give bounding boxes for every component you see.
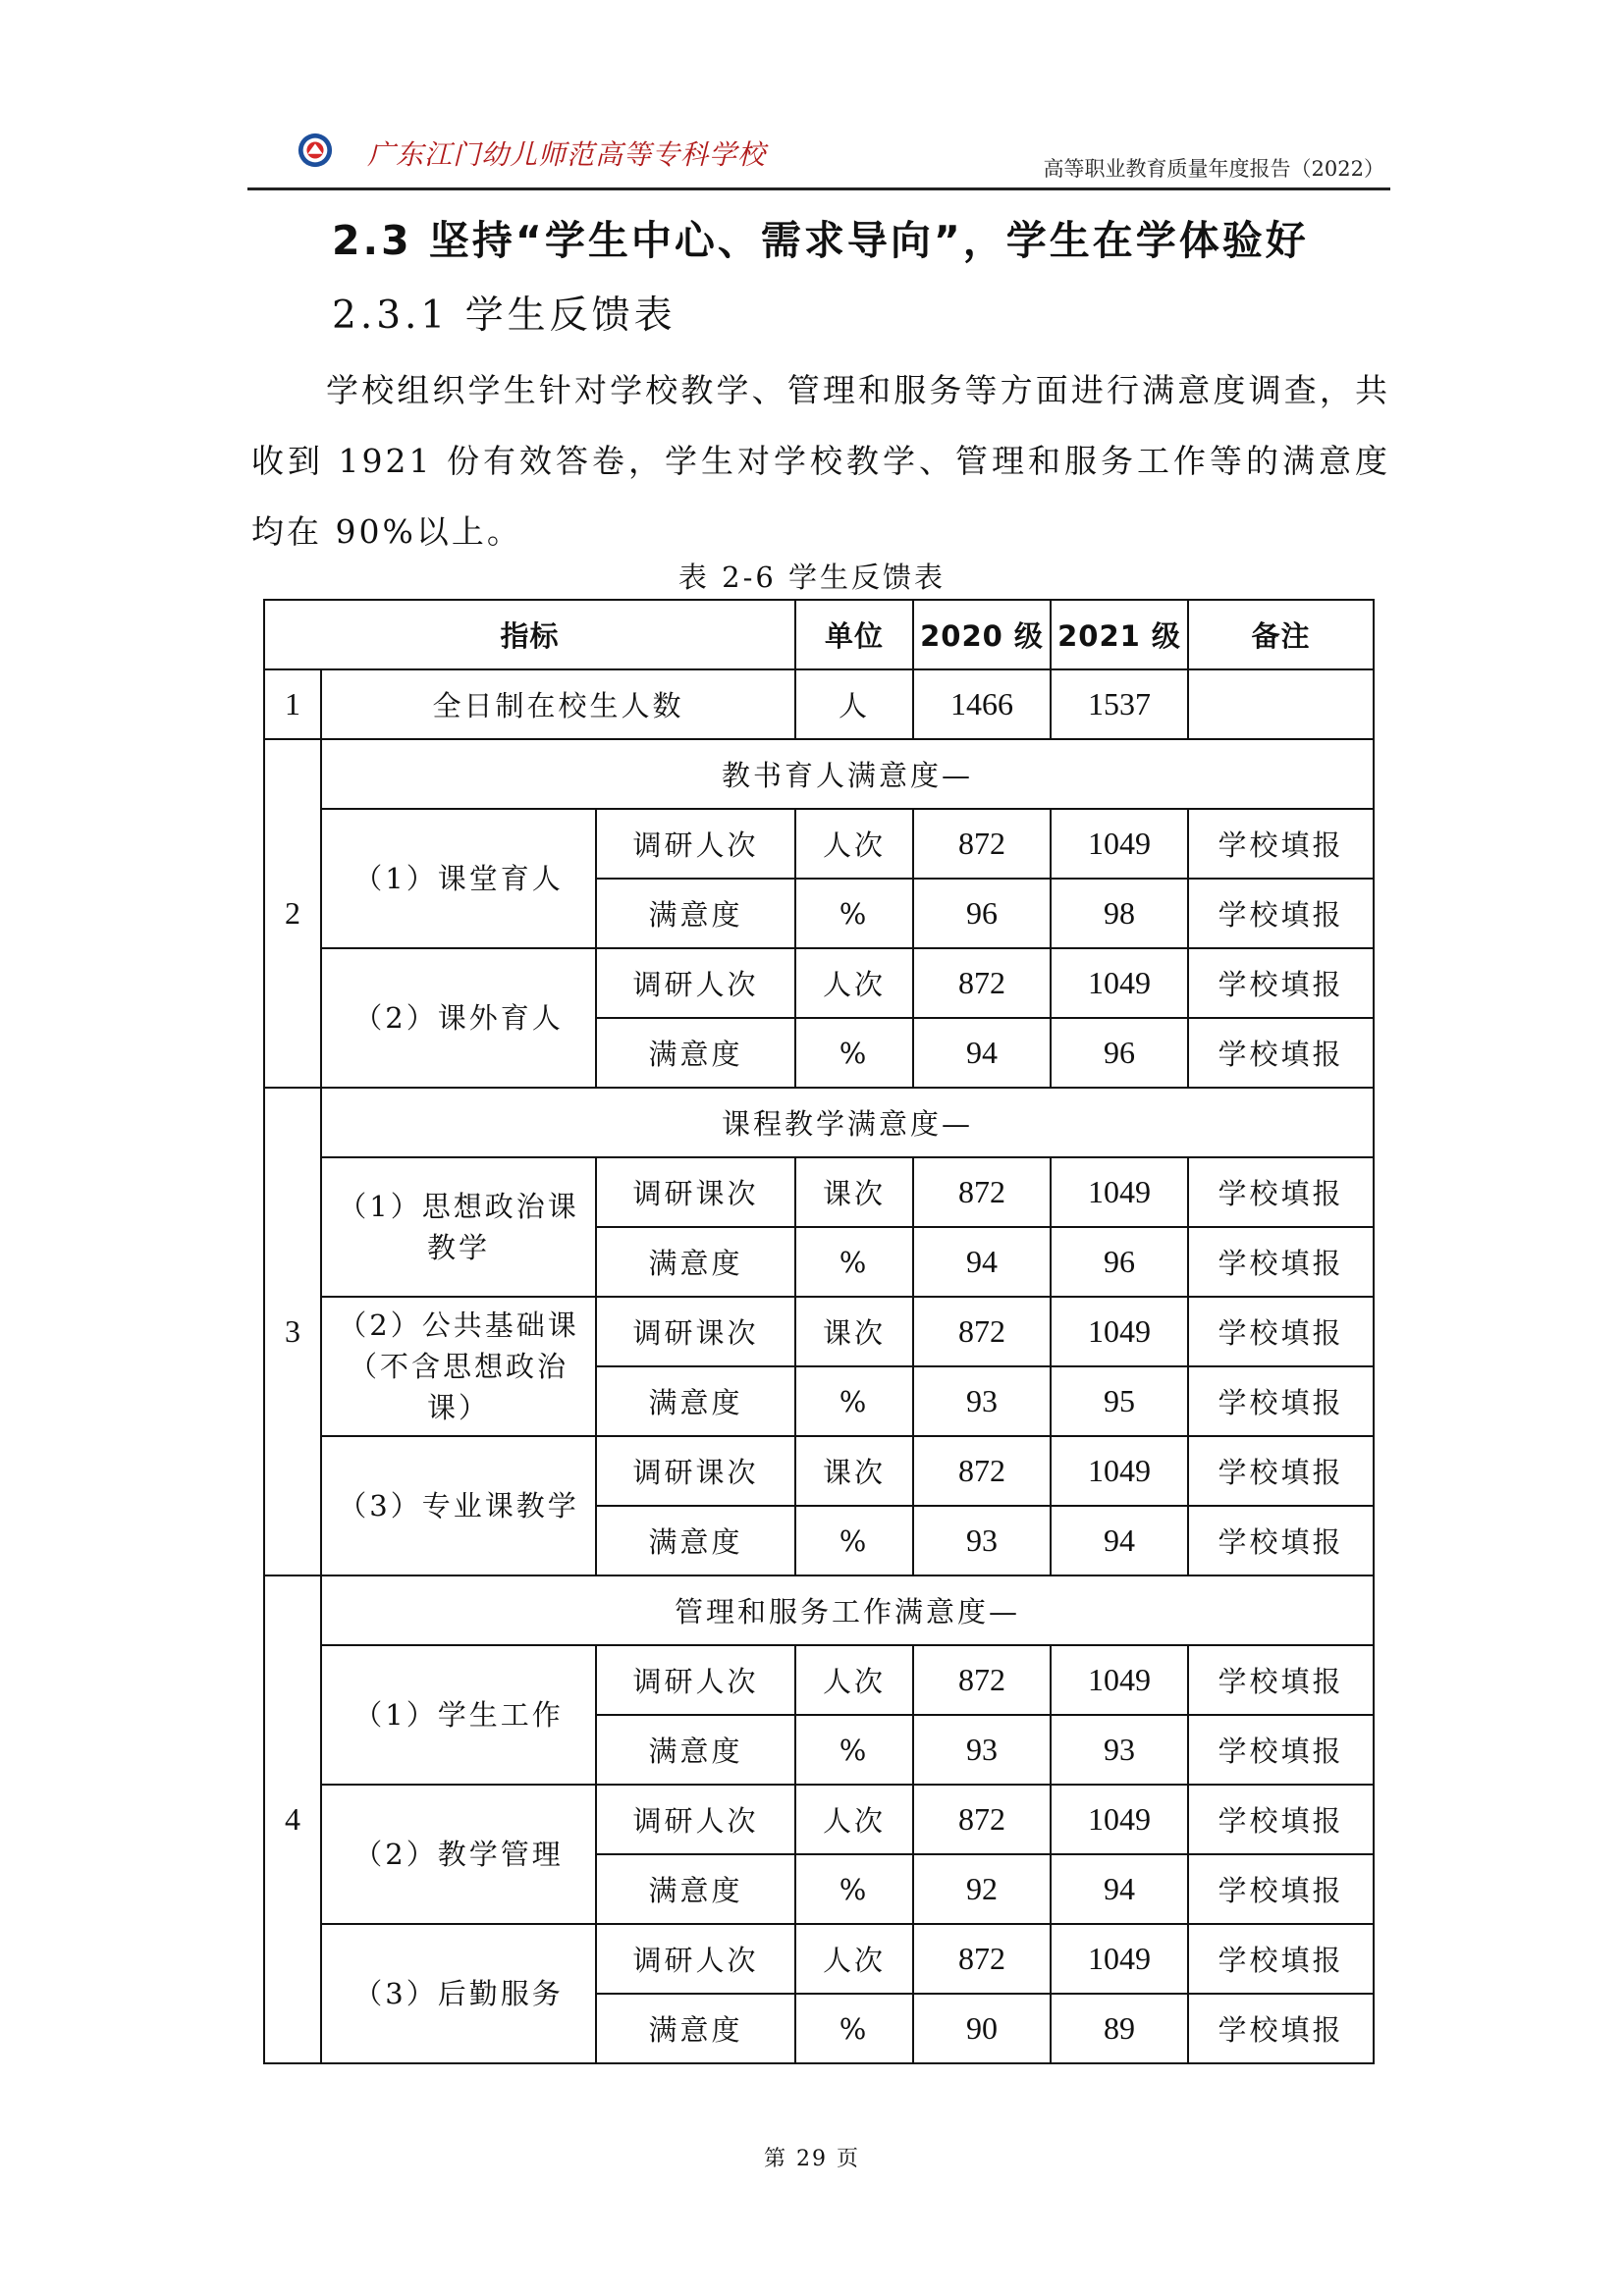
- unit-cell: %: [795, 1018, 913, 1088]
- unit-cell: %: [795, 1227, 913, 1297]
- unit-cell: %: [795, 1994, 913, 2063]
- metric-cell: 满意度: [596, 1715, 795, 1785]
- metric-cell: 调研人次: [596, 948, 795, 1018]
- sub-item-label: （3）专业课教学: [321, 1436, 596, 1575]
- value-2020: 93: [913, 1506, 1051, 1575]
- remark-cell: 学校填报: [1188, 948, 1374, 1018]
- table-row: [264, 1645, 1374, 1715]
- table-row: [264, 1297, 1374, 1366]
- value-2020: 96: [913, 879, 1051, 948]
- metric-cell: 满意度: [596, 879, 795, 948]
- metric-cell: 满意度: [596, 1506, 795, 1575]
- student-feedback-table: [263, 599, 1375, 2064]
- remark-cell: 学校填报: [1188, 1785, 1374, 1854]
- value-2020: 94: [913, 1227, 1051, 1297]
- section-title: 2.3 坚持“学生中心、需求导向”，学生在学体验好: [332, 217, 1309, 264]
- body-paragraph: 学校组织学生针对学校教学、管理和服务等方面进行满意度调查，共收到 1921 份有效答卷，学生对学校教学、管理和服务工作等的满意度均在 90%以上。: [251, 371, 1390, 551]
- table-row: [264, 1785, 1374, 1854]
- unit-cell: %: [795, 879, 913, 948]
- metric-cell: 调研课次: [596, 1157, 795, 1227]
- value-2020: 92: [913, 1854, 1051, 1924]
- remark-cell: 学校填报: [1188, 809, 1374, 879]
- value-2020: 93: [913, 1715, 1051, 1785]
- value-2021: 98: [1051, 879, 1188, 948]
- group-title-row: [264, 739, 1374, 809]
- unit-cell: 人次: [795, 1785, 913, 1854]
- value-2020: 1466: [913, 669, 1051, 739]
- remark-cell: 学校填报: [1188, 1506, 1374, 1575]
- sub-item-label: （1）学生工作: [321, 1645, 596, 1785]
- value-2020: 872: [913, 1157, 1051, 1227]
- group-title: 课程教学满意度—: [321, 1088, 1374, 1157]
- table-row: [264, 809, 1374, 879]
- value-2021: 1537: [1051, 669, 1188, 739]
- remark-cell: 学校填报: [1188, 1018, 1374, 1088]
- metric-cell: 调研人次: [596, 1924, 795, 1994]
- page-header: [247, 116, 1390, 190]
- value-2020: 93: [913, 1366, 1051, 1436]
- sub-item-label: （1）课堂育人: [321, 809, 596, 948]
- value-2020: 872: [913, 1785, 1051, 1854]
- header-grade-2021: 2021 级: [1051, 600, 1188, 669]
- metric-cell: 满意度: [596, 1227, 795, 1297]
- header-grade-2020: 2020 级: [913, 600, 1051, 669]
- report-title: 高等职业教育质量年度报告（2022）: [1043, 157, 1384, 181]
- unit-cell: 人次: [795, 1924, 913, 1994]
- metric-cell: 满意度: [596, 1854, 795, 1924]
- unit-cell: %: [795, 1366, 913, 1436]
- table-row: [264, 1436, 1374, 1506]
- table-header-row: [264, 600, 1374, 669]
- metric-cell: 调研人次: [596, 1645, 795, 1715]
- value-2020: 872: [913, 1436, 1051, 1506]
- remark-cell: 学校填报: [1188, 1436, 1374, 1506]
- row-number: 1: [264, 669, 321, 739]
- value-2020: 872: [913, 1645, 1051, 1715]
- row-number: 3: [264, 1088, 321, 1575]
- indicator-label: 全日制在校生人数: [321, 669, 795, 739]
- unit-cell: 人次: [795, 1645, 913, 1715]
- remark-cell: 学校填报: [1188, 1924, 1374, 1994]
- value-2020: 872: [913, 1297, 1051, 1366]
- remark-cell: 学校填报: [1188, 1994, 1374, 2063]
- sub-item-label: （2）课外育人: [321, 948, 596, 1088]
- group-title: 管理和服务工作满意度—: [321, 1575, 1374, 1645]
- header-remark: 备注: [1188, 600, 1374, 669]
- remark-cell: 学校填报: [1188, 1366, 1374, 1436]
- value-2021: 1049: [1051, 809, 1188, 879]
- value-2021: 1049: [1051, 1645, 1188, 1715]
- value-2020: 872: [913, 809, 1051, 879]
- table-caption: 表 2-6 学生反馈表: [677, 561, 947, 594]
- sub-item-label: （1）思想政治课教学: [321, 1157, 596, 1297]
- value-2020: 872: [913, 948, 1051, 1018]
- metric-cell: 满意度: [596, 1018, 795, 1088]
- unit-cell: 课次: [795, 1297, 913, 1366]
- value-2020: 94: [913, 1018, 1051, 1088]
- value-2020: 872: [913, 1924, 1051, 1994]
- metric-cell: 调研课次: [596, 1436, 795, 1506]
- value-2021: 94: [1051, 1506, 1188, 1575]
- metric-cell: 调研人次: [596, 809, 795, 879]
- remark-cell: [1188, 669, 1374, 739]
- value-2020: 90: [913, 1994, 1051, 2063]
- value-2021: 1049: [1051, 1436, 1188, 1506]
- value-2021: 96: [1051, 1018, 1188, 1088]
- table-row: [264, 1924, 1374, 1994]
- value-2021: 89: [1051, 1994, 1188, 2063]
- value-2021: 96: [1051, 1227, 1188, 1297]
- remark-cell: 学校填报: [1188, 879, 1374, 948]
- remark-cell: 学校填报: [1188, 1297, 1374, 1366]
- value-2021: 93: [1051, 1715, 1188, 1785]
- sub-item-label: （2）公共基础课（不含思想政治课）: [321, 1297, 596, 1436]
- unit-cell: %: [795, 1506, 913, 1575]
- remark-cell: 学校填报: [1188, 1157, 1374, 1227]
- row-number: 2: [264, 739, 321, 1088]
- school-emblem-icon: [297, 132, 334, 169]
- unit-cell: 课次: [795, 1157, 913, 1227]
- sub-item-label: （2）教学管理: [321, 1785, 596, 1924]
- unit-cell: %: [795, 1715, 913, 1785]
- subsection-title: 2.3.1 学生反馈表: [332, 294, 677, 338]
- table-row: [264, 948, 1374, 1018]
- value-2021: 95: [1051, 1366, 1188, 1436]
- remark-cell: 学校填报: [1188, 1715, 1374, 1785]
- table-row: [264, 669, 1374, 739]
- table-row: [264, 1157, 1374, 1227]
- unit-cell: %: [795, 1854, 913, 1924]
- header-divider: [247, 187, 1390, 190]
- group-title-row: [264, 1575, 1374, 1645]
- value-2021: 1049: [1051, 1785, 1188, 1854]
- remark-cell: 学校填报: [1188, 1227, 1374, 1297]
- value-2021: 1049: [1051, 1297, 1188, 1366]
- group-title: 教书育人满意度—: [321, 739, 1374, 809]
- value-2021: 1049: [1051, 1157, 1188, 1227]
- metric-cell: 调研人次: [596, 1785, 795, 1854]
- value-2021: 94: [1051, 1854, 1188, 1924]
- unit-cell: 人次: [795, 809, 913, 879]
- metric-cell: 满意度: [596, 1994, 795, 2063]
- group-title-row: [264, 1088, 1374, 1157]
- unit-cell: 人次: [795, 948, 913, 1018]
- unit-cell: 人: [795, 669, 913, 739]
- row-number: 4: [264, 1575, 321, 2063]
- value-2021: 1049: [1051, 1924, 1188, 1994]
- unit-cell: 课次: [795, 1436, 913, 1506]
- header-indicator: 指标: [264, 600, 795, 669]
- remark-cell: 学校填报: [1188, 1645, 1374, 1715]
- value-2021: 1049: [1051, 948, 1188, 1018]
- header-unit: 单位: [795, 600, 913, 669]
- remark-cell: 学校填报: [1188, 1854, 1374, 1924]
- school-name: 广东江门幼儿师范高等专科学校: [367, 138, 767, 171]
- metric-cell: 满意度: [596, 1366, 795, 1436]
- metric-cell: 调研课次: [596, 1297, 795, 1366]
- page-number: 第 29 页: [764, 2147, 860, 2171]
- sub-item-label: （3）后勤服务: [321, 1924, 596, 2063]
